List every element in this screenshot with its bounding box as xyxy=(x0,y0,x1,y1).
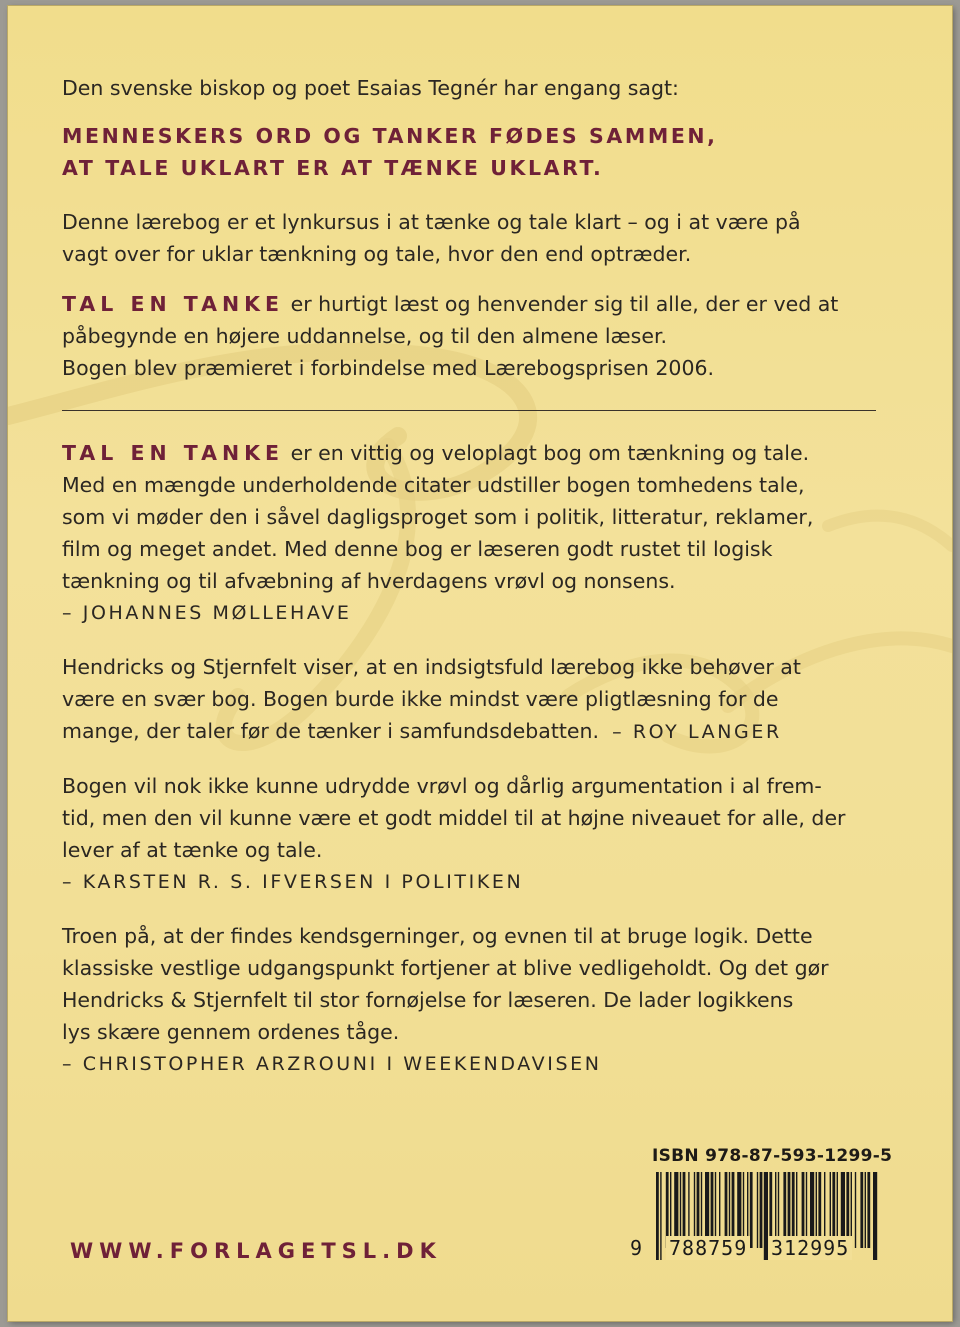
barcode-left-group: 788759 xyxy=(666,1236,750,1260)
barcode xyxy=(628,1172,878,1268)
barcode-digits xyxy=(628,1236,878,1260)
about-line-1: er hurtigt læst og henvender sig til alle, der er ved at xyxy=(284,292,839,316)
review-line: Troen på, at der findes kendsgerninger, og evnen til at bruge logik. Dette xyxy=(62,924,813,948)
review-line: er en vittig og veloplagt bog om tænkning og tale. xyxy=(284,441,810,465)
quote-line-1: MENNESKERS ORD OG TANKER FØDES SAMMEN, xyxy=(62,124,718,148)
review-line: mange, der taler før de tænker i samfundsdebatten. xyxy=(62,719,600,743)
review-ifversen xyxy=(62,770,876,898)
description-paragraph xyxy=(62,206,876,270)
about-line-2: påbegynde en højere uddannelse, og til den almene læser. xyxy=(62,324,668,348)
review-attribution: – ROY LANGER xyxy=(612,721,782,743)
review-mollehave xyxy=(62,437,876,629)
review-line: lever af at tænke og tale. xyxy=(62,838,323,862)
review-line: tænkning og til afvæbning af hverdagens vrøvl og nonsens. xyxy=(62,569,676,593)
review-line: film og meget andet. Med denne bog er læseren godt rustet til logisk xyxy=(62,537,773,561)
review-line: Hendricks & Stjernfelt til stor fornøjelse for læseren. De lader logikkens xyxy=(62,988,794,1012)
cover-text xyxy=(62,72,876,1102)
review-line: Bogen vil nok ikke kunne udrydde vrøvl og dårlig argumentation i al frem- xyxy=(62,774,822,798)
about-line-3: Bogen blev præmieret i forbindelse med Lærebogsprisen 2006. xyxy=(62,356,715,380)
divider-line xyxy=(62,410,876,411)
review-line: lys skære gennem ordenes tåge. xyxy=(62,1020,400,1044)
book-title-inline: TAL EN TANKE xyxy=(62,441,285,465)
review-arzrouni xyxy=(62,920,876,1080)
review-line: tid, men den vil kunne være et godt middel til at højne niveauet for alle, der xyxy=(62,806,846,830)
review-attribution: – KARSTEN R. S. IFVERSEN I POLITIKEN xyxy=(62,871,524,893)
barcode-first-digit: 9 xyxy=(630,1236,643,1260)
quote-line-2: AT TALE UKLART ER AT TÆNKE UKLART. xyxy=(62,156,604,180)
review-langer xyxy=(62,651,876,748)
review-attribution: – JOHANNES MØLLEHAVE xyxy=(62,602,352,624)
description-line-2: vagt over for uklar tænkning og tale, hvor den end optræder. xyxy=(62,242,692,266)
review-line: som vi møder den i såvel dagligsproget som i politik, litteratur, reklamer, xyxy=(62,505,814,529)
review-line: klassiske vestlige udgangspunkt fortjener at blive vedligeholdt. Og det gør xyxy=(62,956,829,980)
description-line-1: Denne lærebog er et lynkursus i at tænke og tale klart – og i at være på xyxy=(62,210,801,234)
publisher-website[interactable]: WWW.FORLAGETSL.DK xyxy=(70,1239,442,1263)
barcode-right-group: 312995 xyxy=(768,1236,852,1260)
tegner-quote xyxy=(62,120,876,184)
review-line: Hendricks og Stjernfelt viser, at en indsigtsfuld lærebog ikke behøver at xyxy=(62,655,801,679)
book-title: TAL EN TANKE xyxy=(62,292,285,316)
book-back-cover xyxy=(8,6,952,1321)
intro-line: Den svenske biskop og poet Esaias Tegnér har engang sagt: xyxy=(62,76,679,100)
review-line: Med en mængde underholdende citater udstiller bogen tomhedens tale, xyxy=(62,473,805,497)
isbn-text: ISBN 978-87-593-1299-5 xyxy=(652,1146,893,1166)
review-attribution: – CHRISTOPHER ARZROUNI I WEEKENDAVISEN xyxy=(62,1053,602,1075)
review-line: være en svær bog. Bogen burde ikke mindst være pligtlæsning for de xyxy=(62,687,779,711)
about-paragraph xyxy=(62,288,876,384)
